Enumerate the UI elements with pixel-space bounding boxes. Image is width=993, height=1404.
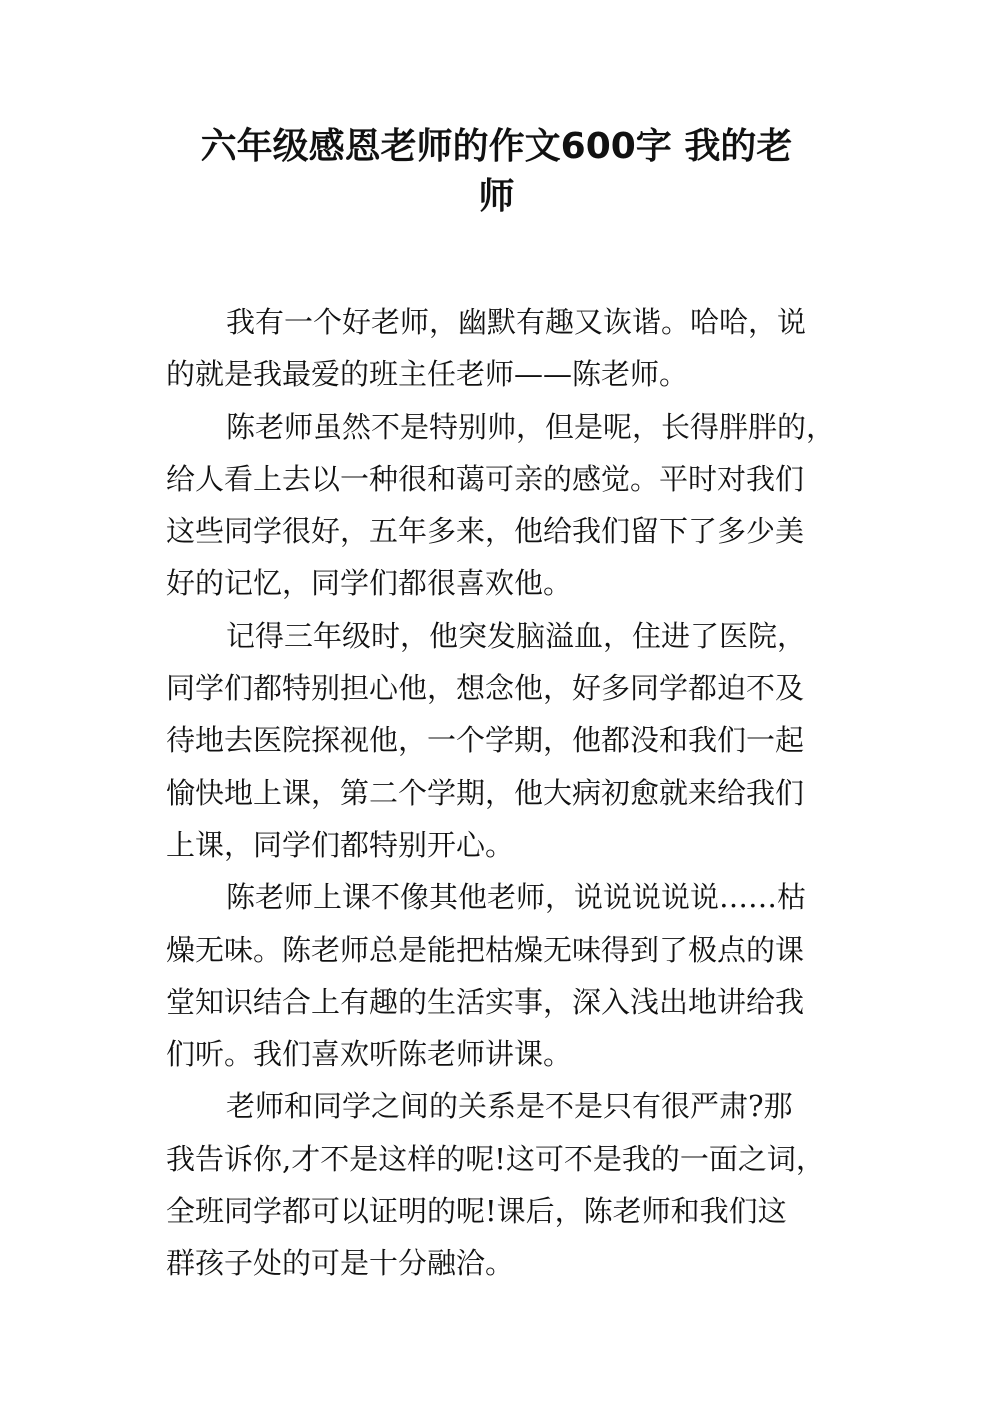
paragraph-line: 老师和同学之间的关系是不是只有很严肃?那 bbox=[226, 1089, 793, 1124]
paragraph-line: 记得三年级时，他突发脑溢血，住进了医院， bbox=[226, 618, 807, 653]
paragraph-line: 待地去医院探视他，一个学期，他都没和我们一起 bbox=[166, 723, 805, 758]
paragraph-line: 同学们都特别担心他，想念他，好多同学都迫不及 bbox=[166, 671, 805, 706]
paragraph-line: 上课，同学们都特别开心。 bbox=[166, 827, 515, 862]
paragraph-line: 给人看上去以一种很和蔼可亲的感觉。平时对我们 bbox=[166, 461, 805, 496]
document-body bbox=[166, 296, 846, 1290]
paragraph-line: 全班同学都可以证明的呢!课后，陈老师和我们这 bbox=[166, 1194, 787, 1229]
paragraph-line: 我有一个好老师，幽默有趣又诙谐。哈哈，说 bbox=[226, 305, 807, 339]
title-line: 师 bbox=[478, 176, 515, 217]
paragraph bbox=[166, 401, 846, 610]
paragraph-line: 愉快地上课，第二个学期，他大病初愈就来给我们 bbox=[166, 775, 805, 810]
document-title bbox=[0, 122, 993, 222]
title-line: 六年级感恩老师的作文600字 我的老 bbox=[200, 126, 793, 167]
paragraph bbox=[166, 296, 846, 401]
paragraph-line: 陈老师上课不像其他老师，说说说说说……枯 bbox=[226, 880, 807, 915]
paragraph bbox=[166, 871, 846, 1080]
paragraph bbox=[166, 1080, 846, 1289]
paragraph-line: 陈老师虽然不是特别帅，但是呢，长得胖胖的， bbox=[226, 409, 836, 444]
paragraph-line: 群孩子处的可是十分融洽。 bbox=[166, 1246, 515, 1281]
paragraph-line: 的就是我最爱的班主任老师——陈老师。 bbox=[166, 357, 689, 392]
paragraph-line: 我告诉你,才不是这样的呢!这可不是我的一面之词， bbox=[166, 1141, 825, 1176]
paragraph-line: 好的记忆，同学们都很喜欢他。 bbox=[166, 566, 573, 601]
paragraph bbox=[166, 610, 846, 871]
paragraph-line: 们听。我们喜欢听陈老师讲课。 bbox=[166, 1037, 573, 1072]
paragraph-line: 燥无味。陈老师总是能把枯燥无味得到了极点的课 bbox=[166, 932, 805, 967]
paragraph-line: 堂知识结合上有趣的生活实事，深入浅出地讲给我 bbox=[166, 984, 805, 1019]
paragraph-line: 这些同学很好，五年多来，他给我们留下了多少美 bbox=[166, 514, 805, 549]
